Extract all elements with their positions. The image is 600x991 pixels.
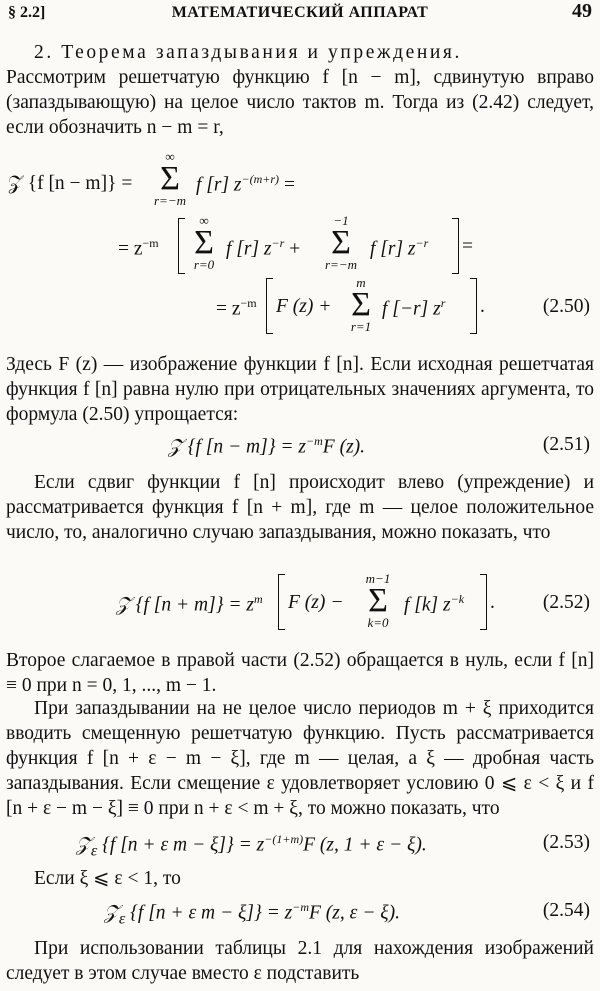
page-header <box>8 0 592 26</box>
eq-2-53: 𝒵$_\varepsilon$ {f [n + ε $m - \xi]\} = z^{-(1+m)}F$ (z, 1 + ε − ξ). <box>76 832 427 860</box>
paragraph-4: Второе слагаемое в правой части (2.52) обращается в нуль, если f [n] ≡ 0 при n = 0, 1, ..., m − 1. <box>6 650 594 696</box>
eq250-line2-term1: f [r] $z^{-r}$ + <box>226 236 301 260</box>
eq250-sum3: m Σ r=1 <box>350 275 372 334</box>
eq250-sum1: ∞ Σ r=0 <box>193 213 215 272</box>
eq252-term2: f [k] $z^{-k}$ <box>404 592 465 616</box>
eq250-line3-term1: F (z) + <box>276 296 332 317</box>
paragraph-1: Рассмотрим решетчатую функцию f [n − m], сдвинутую вправо (запаздывающую) на целое число тактов m. Тогда из (2.42) следует, если обозначить n − m = r, <box>6 67 594 138</box>
eq252-left: 𝒵 {f $[n + m]\} = z^m$ <box>116 592 263 616</box>
running-title: МАТЕМАТИЧЕСКИЙ АППАРАТ <box>171 4 429 21</box>
eq-2-54: 𝒵$_\varepsilon$ {f [n + ε $m - \xi]\} = z^{-m}F$ (z, ε − ξ). <box>104 900 400 928</box>
eq250-line2-tail: = <box>462 236 473 257</box>
left-bracket-2 <box>266 278 273 334</box>
page-number: 49 <box>572 0 592 22</box>
eq250-line1-left: 𝒵 {f [n − m]} = <box>8 173 133 194</box>
paragraph-3: Если сдвиг функции f [n] происходит влево (упреждение) и рассматривается функция f [n + m], где m — целое положительное число, то, аналогично случаю запаздывания, можно показать, что <box>6 472 594 543</box>
right-bracket <box>452 218 459 274</box>
eq250-sum: ∞ Σ r=−m <box>154 149 186 208</box>
eq-number-2-51: (2.51) <box>542 434 590 455</box>
paragraph-2: Здесь F (z) — изображение функции f [n]. Если исходная решетчатая функция f [n] равна нулю при отрицательных значениях аргумента, то формула (2.50) упрощается: <box>6 354 594 425</box>
eq-number-2-53: (2.53) <box>542 832 590 853</box>
eq252-sum: m−1 Σ k=0 <box>365 571 391 630</box>
paragraph-theorem <box>6 40 594 140</box>
left-bracket-3 <box>278 574 285 630</box>
eq250-line3-term2: f [−r] $z^r$ <box>382 296 446 320</box>
theorem-heading: 2. Теорема запаздывания и упреждения. <box>34 42 462 63</box>
eq250-line1-term: f [r] $z^{-(m+r)}$ = <box>196 172 295 196</box>
right-bracket-2 <box>470 278 477 334</box>
eq250-line3-tail: . <box>480 296 485 317</box>
section-ref: § 2.2] <box>8 4 46 21</box>
eq-number-2-50: (2.50) <box>542 296 590 317</box>
eq250-line2-term2: f [r] $z^{-r}$ <box>370 236 429 260</box>
paragraph-7: При использовании таблицы 2.1 для нахождения изображений следует в этом случае вместо ε подставить <box>6 938 594 984</box>
eq250-line3-left: = $z^{-m}$ <box>216 296 257 320</box>
eq250-line2-left: = $z^{-m}$ <box>118 236 159 260</box>
paragraph-5: При запаздывании на не целое число периодов m + ξ приходится вводить смещенную решетчатую функцию. Пусть рассматривается функция f [n + ε − m − ξ], где m — целая, а ξ — дробная часть запаздывания. Если смещение ε удовлетворяет условию 0 ⩽ ε < ξ и f [n + ε − m − ξ] ≡ 0 при n + ε < m + ξ, то можно показать, что <box>6 698 594 819</box>
paragraph-6: Если ξ ⩽ ε < 1, то <box>34 868 181 889</box>
eq-number-2-52: (2.52) <box>542 592 590 613</box>
left-bracket <box>178 218 185 274</box>
right-bracket-3 <box>480 574 487 630</box>
eq252-tail: . <box>490 592 495 613</box>
eq252-term1: F (z) − <box>288 592 344 613</box>
eq-2-51: 𝒵 {f $[n - m]\} = z^{-m}F$ (z). <box>168 434 366 458</box>
eq-number-2-54: (2.54) <box>542 900 590 921</box>
eq250-sum2: −1 Σ r=−m <box>325 213 357 272</box>
